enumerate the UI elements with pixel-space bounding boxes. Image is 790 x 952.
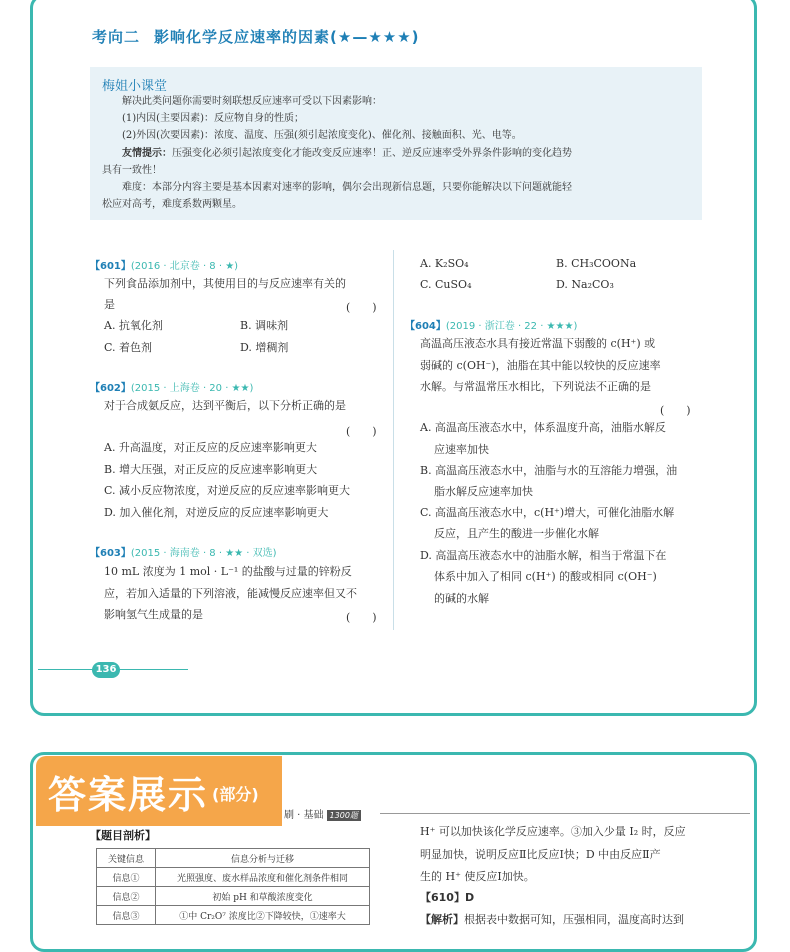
- option-a: A. 升高温度，对正反应的反应速率影响更大: [104, 441, 317, 454]
- answer-text: H⁺ 可以加快该化学反应速率。③加入少量 I₂ 时，反应: [420, 825, 686, 838]
- q601-source: (2016 · 北京卷 · 8 · ★): [130, 261, 239, 272]
- option-d: D. 高温高压液态水中的油脂水解，相当于常温下在: [420, 549, 667, 562]
- q603-header: [90, 544, 277, 559]
- q601-number: 【601】: [90, 261, 131, 272]
- option-c: C. 高温高压液态水中，c(H⁺)增大，可催化油脂水解: [420, 506, 675, 519]
- q604-number: 【604】: [405, 321, 446, 332]
- series-tag: 1300题: [327, 810, 361, 821]
- table-row: [97, 887, 370, 906]
- lesson-title: 梅姐小课堂: [102, 79, 168, 94]
- section-heading: 影响化学反应速率的因素(★—★★★): [154, 28, 420, 46]
- table-row: [97, 906, 370, 925]
- table-cell: 信息③: [97, 906, 156, 925]
- lesson-line: (2)外因(次要因素)：浓度、温度、压强(须引起浓度变化)、催化剂、接触面积、光、电等。: [122, 130, 522, 141]
- q603-stem: 影响氢气生成量的是: [104, 608, 203, 621]
- option-d-cont: 体系中加入了相同 c(H⁺) 的酸或相同 c(OH⁻): [434, 570, 657, 583]
- answer-text: 生的 H⁺ 使反应Ⅰ加快。: [420, 870, 535, 883]
- lesson-tip: [102, 145, 692, 162]
- header-rule: [380, 813, 750, 814]
- q604-stem: 弱碱的 c(OH⁻)，油脂在其中能以较快的反应速率: [420, 359, 661, 372]
- q603-number: 【603】: [90, 548, 131, 559]
- option-b: B. 调味剂: [240, 319, 289, 332]
- tip-label: 友情提示：: [122, 148, 172, 159]
- table-cell: ①中 Cr₂O⁷ 浓度比②下降较快，①速率大: [156, 906, 370, 925]
- answer-paren: ( ): [660, 404, 691, 417]
- lesson-line: 难度：本部分内容主要是基本因素对速率的影响，偶尔会出现新信息题，只要你能解决以下问题就能轻: [122, 182, 572, 193]
- table-cell: 初始 pH 和草酸浓度变化: [156, 887, 370, 906]
- banner-title: 答案展示: [48, 773, 209, 817]
- option-a: A. 抗氧化剂: [104, 319, 163, 332]
- lesson-line: 具有一致性！: [102, 165, 162, 176]
- answer-paren: ( ): [346, 425, 377, 438]
- info-table: [96, 848, 370, 925]
- lesson-line: 松应对高考，难度系数两颗星。: [102, 199, 242, 210]
- option-d: D. Na₂CO₃: [556, 278, 614, 291]
- option-c: C. 着色剂: [104, 341, 153, 354]
- analysis-heading: 【题目剖析】: [90, 829, 156, 842]
- option-a: A. 高温高压液态水中，体系温度升高，油脂水解反: [420, 421, 666, 434]
- option-b: B. 增大压强，对正反应的反应速率影响更大: [104, 463, 318, 476]
- option-c: C. CuSO₄: [420, 278, 472, 291]
- option-b: B. 高温高压液态水中，油脂与水的互溶能力增强，油: [420, 464, 678, 477]
- column-divider: [393, 250, 394, 630]
- q601-header: [90, 257, 238, 272]
- lesson-line: (1)内因(主要因素)：反应物自身的性质；: [122, 113, 304, 124]
- explanation-label: 【解析】: [420, 913, 464, 926]
- explanation: [420, 910, 684, 930]
- answer-paren: ( ): [346, 301, 377, 314]
- banner-subtitle: (部分): [212, 785, 259, 804]
- option-d: D. 增稠剂: [240, 341, 289, 354]
- option-b-cont: 脂水解反应速率加快: [434, 485, 533, 498]
- q602-stem: 对于合成氨反应，达到平衡后，以下分析正确的是: [104, 399, 346, 412]
- option-d-cont: 的碱的水解: [434, 592, 489, 605]
- q604-source: (2019 · 浙江卷 · 22 · ★★★): [445, 321, 578, 332]
- option-c: C. 减小反应物浓度，对逆反应的反应速率影响更大: [104, 484, 351, 497]
- q601-stem: 是: [104, 298, 115, 311]
- answer-paren: ( ): [346, 611, 377, 624]
- section-label: 考向二: [92, 28, 141, 46]
- table-cell: 信息①: [97, 868, 156, 887]
- option-a: A. K₂SO₄: [420, 257, 469, 270]
- q602-number: 【602】: [90, 383, 131, 394]
- option-c-cont: 反应，且产生的酸进一步催化水解: [434, 527, 599, 540]
- book-series: [284, 806, 361, 821]
- q604-stem: 水解。与常温常压水相比，下列说法不正确的是: [420, 380, 651, 393]
- section-title: [92, 26, 420, 47]
- q610-answer: 【610】D: [420, 891, 475, 904]
- lesson-line: 解决此类问题你需要时刻联想反应速率可受以下因素影响：: [122, 96, 382, 107]
- tip-text: 压强变化必须引起浓度变化才能改变反应速率！正、逆反应速率受外界条件影响的变化趋势: [172, 148, 572, 159]
- q601-stem: 下列食品添加剂中，其使用目的与反应速率有关的: [104, 277, 346, 290]
- q602-source: (2015 · 上海卷 · 20 · ★★): [130, 383, 254, 394]
- option-a-cont: 应速率加快: [434, 443, 489, 456]
- q603-stem: 应，若加入适量的下列溶液，能减慢反应速率但又不: [104, 587, 357, 600]
- series-name: 刷 · 基础: [284, 810, 324, 821]
- explanation-text: 根据表中数据可知，压强相同，温度高时达到: [464, 913, 684, 926]
- option-d: D. 加入催化剂，对逆反应的反应速率影响更大: [104, 506, 329, 519]
- table-cell: 信息分析与迁移: [156, 849, 370, 868]
- page-number: 136: [92, 662, 120, 678]
- q603-stem: 10 mL 浓度为 1 mol · L⁻¹ 的盐酸与过量的锌粉反: [104, 565, 352, 578]
- q604-stem: 高温高压液态水具有接近常温下弱酸的 c(H⁺) 或: [420, 337, 656, 350]
- option-b: B. CH₃COONa: [556, 257, 637, 270]
- table-cell: 信息②: [97, 887, 156, 906]
- answer-text: 明显加快，说明反应Ⅱ比反应Ⅰ快；D 中由反应Ⅱ产: [420, 848, 661, 861]
- q602-header: [90, 379, 253, 394]
- table-row: [97, 868, 370, 887]
- q604-header: [405, 317, 577, 332]
- q603-source: (2015 · 海南卷 · 8 · ★★ · 双选): [130, 548, 277, 559]
- table-cell: 光照强度、废水样品浓度和催化剂条件相同: [156, 868, 370, 887]
- table-row: [97, 849, 370, 868]
- lesson-box: [90, 67, 702, 220]
- table-cell: 关键信息: [97, 849, 156, 868]
- answer-banner: [36, 756, 282, 826]
